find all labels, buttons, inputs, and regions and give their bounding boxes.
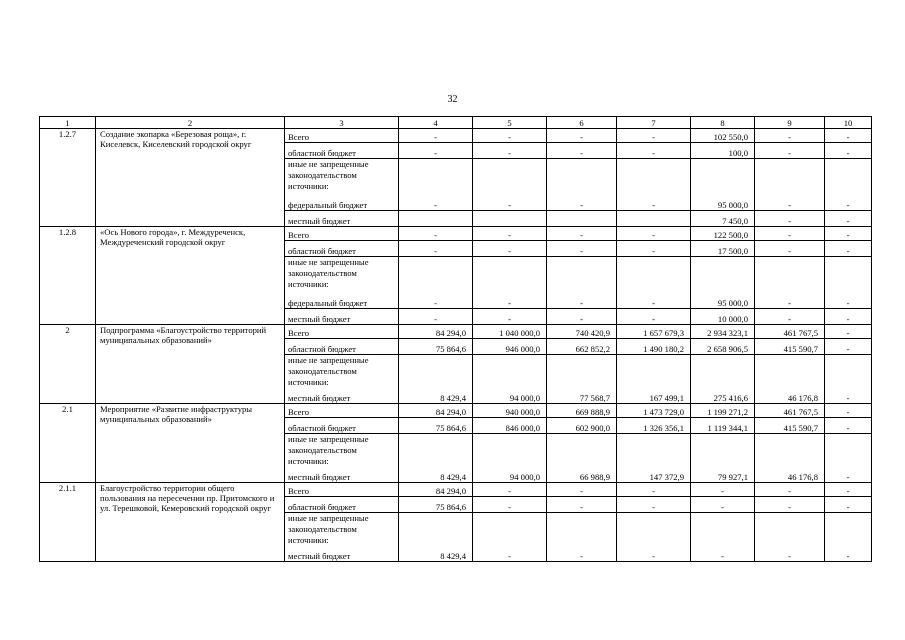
source-label: областной бюджет [285, 418, 399, 434]
value-cell: - [547, 290, 617, 309]
value-cell [547, 211, 617, 227]
value-cell: 84 294,0 [399, 325, 473, 339]
row-name: Мероприятие «Развитие инфраструктуры муниципальных образований» [96, 404, 285, 483]
value-cell: - [755, 143, 825, 159]
value-cell: - [755, 483, 825, 497]
row-name: Создание экопарка «Березовая роща», г. Киселевск, Киселевский городской округ [96, 129, 285, 227]
value-cell: 79 927,1 [691, 467, 755, 483]
source-label: Всего [285, 129, 399, 143]
value-cell: - [617, 497, 691, 513]
value-cell: 102 550,0 [691, 129, 755, 143]
value-cell: 2 934 323,1 [691, 325, 755, 339]
value-cell [825, 257, 872, 291]
value-cell: 415 590,7 [755, 339, 825, 355]
value-cell: - [399, 192, 473, 211]
value-cell [547, 355, 617, 389]
value-cell: 75 864,6 [399, 418, 473, 434]
value-cell [691, 513, 755, 547]
column-header: 4 [399, 117, 473, 129]
row-code: 2.1.1 [40, 483, 96, 562]
value-cell [473, 211, 547, 227]
value-cell: - [825, 241, 872, 257]
value-cell: 1 119 344,1 [691, 418, 755, 434]
source-label: иные не запрещенные законодательством источники: [285, 257, 399, 291]
value-cell: 84 294,0 [399, 483, 473, 497]
value-cell: 77 568,7 [547, 388, 617, 404]
table-row [40, 404, 872, 418]
column-header: 7 [617, 117, 691, 129]
value-cell [617, 159, 691, 193]
value-cell: - [755, 290, 825, 309]
value-cell: 2 658 906,5 [691, 339, 755, 355]
source-label: местный бюджет [285, 211, 399, 227]
value-cell: - [825, 418, 872, 434]
value-cell: - [825, 143, 872, 159]
value-cell: 94 000,0 [473, 388, 547, 404]
value-cell [617, 257, 691, 291]
value-cell: 940 000,0 [473, 404, 547, 418]
value-cell: - [755, 227, 825, 241]
value-cell: 46 176,8 [755, 467, 825, 483]
value-cell [617, 434, 691, 468]
column-header: 9 [755, 117, 825, 129]
value-cell: - [825, 388, 872, 404]
value-cell: - [825, 309, 872, 325]
value-cell: - [473, 227, 547, 241]
value-cell: 167 499,1 [617, 388, 691, 404]
value-cell: - [399, 129, 473, 143]
value-cell: 75 864,6 [399, 497, 473, 513]
value-cell: 75 864,6 [399, 339, 473, 355]
value-cell: - [617, 227, 691, 241]
value-cell: - [547, 143, 617, 159]
value-cell [825, 159, 872, 193]
row-code: 2.1 [40, 404, 96, 483]
value-cell: 461 767,5 [755, 325, 825, 339]
value-cell: - [825, 546, 872, 562]
value-cell [825, 513, 872, 547]
value-cell [473, 257, 547, 291]
value-cell: 66 988,9 [547, 467, 617, 483]
value-cell: - [755, 129, 825, 143]
value-cell [399, 513, 473, 547]
value-cell: 1 040 000,0 [473, 325, 547, 339]
value-cell [473, 159, 547, 193]
value-cell [547, 159, 617, 193]
value-cell [399, 434, 473, 468]
value-cell: - [473, 483, 547, 497]
source-label: иные не запрещенные законодательством источники: [285, 159, 399, 193]
value-cell: - [547, 546, 617, 562]
value-cell: - [691, 497, 755, 513]
value-cell: - [473, 497, 547, 513]
value-cell: - [473, 546, 547, 562]
value-cell: - [755, 241, 825, 257]
value-cell: - [617, 143, 691, 159]
value-cell: - [547, 241, 617, 257]
value-cell: 1 490 180,2 [617, 339, 691, 355]
value-cell: - [473, 290, 547, 309]
value-cell: - [617, 129, 691, 143]
column-header: 5 [473, 117, 547, 129]
value-cell: 461 767,5 [755, 404, 825, 418]
value-cell: - [617, 546, 691, 562]
value-cell: - [617, 483, 691, 497]
value-cell: 415 590,7 [755, 418, 825, 434]
value-cell [547, 434, 617, 468]
value-cell: 8 429,4 [399, 546, 473, 562]
value-cell: - [825, 129, 872, 143]
value-cell: 946 000,0 [473, 339, 547, 355]
value-cell: 122 500,0 [691, 227, 755, 241]
value-cell [617, 211, 691, 227]
source-label: иные не запрещенные законодательством источники: [285, 513, 399, 547]
value-cell: - [473, 309, 547, 325]
value-cell [399, 355, 473, 389]
column-header: 1 [40, 117, 96, 129]
table-row [40, 129, 872, 143]
value-cell: 602 900,0 [547, 418, 617, 434]
value-cell: - [473, 241, 547, 257]
value-cell: 147 372,9 [617, 467, 691, 483]
value-cell: - [691, 483, 755, 497]
row-code: 1.2.8 [40, 227, 96, 325]
value-cell: - [825, 227, 872, 241]
value-cell: 100,0 [691, 143, 755, 159]
source-label: областной бюджет [285, 339, 399, 355]
value-cell: 8 429,4 [399, 467, 473, 483]
value-cell: - [617, 290, 691, 309]
source-label: местный бюджет [285, 546, 399, 562]
value-cell: 95 000,0 [691, 192, 755, 211]
value-cell: - [547, 129, 617, 143]
value-cell: 1 326 356,1 [617, 418, 691, 434]
value-cell: - [473, 192, 547, 211]
value-cell: - [755, 192, 825, 211]
value-cell: - [691, 546, 755, 562]
value-cell [825, 434, 872, 468]
budget-table [39, 116, 872, 562]
value-cell: 10 000,0 [691, 309, 755, 325]
value-cell: 846 000,0 [473, 418, 547, 434]
value-cell: 740 420,9 [547, 325, 617, 339]
column-header: 6 [547, 117, 617, 129]
value-cell [755, 434, 825, 468]
value-cell: - [825, 339, 872, 355]
value-cell: 95 000,0 [691, 290, 755, 309]
source-label: федеральный бюджет [285, 192, 399, 211]
value-cell: - [825, 211, 872, 227]
value-cell: - [547, 192, 617, 211]
header-row [40, 117, 872, 129]
value-cell: - [617, 241, 691, 257]
value-cell: - [617, 192, 691, 211]
value-cell: - [399, 241, 473, 257]
value-cell: 46 176,8 [755, 388, 825, 404]
value-cell: - [825, 192, 872, 211]
value-cell: 275 416,6 [691, 388, 755, 404]
value-cell: 1 473 729,0 [617, 404, 691, 418]
value-cell: - [399, 227, 473, 241]
table-row [40, 227, 872, 241]
value-cell: - [473, 129, 547, 143]
value-cell: - [399, 290, 473, 309]
value-cell [755, 159, 825, 193]
source-label: иные не запрещенные законодательством источники: [285, 434, 399, 468]
value-cell: - [825, 404, 872, 418]
value-cell: - [825, 325, 872, 339]
source-label: иные не запрещенные законодательством источники: [285, 355, 399, 389]
source-label: областной бюджет [285, 143, 399, 159]
source-label: Всего [285, 404, 399, 418]
value-cell: 17 500,0 [691, 241, 755, 257]
value-cell: - [755, 211, 825, 227]
table-row [40, 325, 872, 339]
source-label: Всего [285, 325, 399, 339]
value-cell [617, 513, 691, 547]
row-name: Благоустройство территории общего пользования на пересечении пр. Притомского и ул. Терешковой, Кемеровский городской округ [96, 483, 285, 562]
value-cell [473, 355, 547, 389]
source-label: областной бюджет [285, 241, 399, 257]
page-number: 32 [447, 94, 458, 105]
source-label: Всего [285, 483, 399, 497]
source-label: федеральный бюджет [285, 290, 399, 309]
value-cell [399, 211, 473, 227]
value-cell: - [399, 143, 473, 159]
row-name: Подпрограмма «Благоустройство территорий муниципальных образований» [96, 325, 285, 404]
value-cell [473, 513, 547, 547]
value-cell [691, 355, 755, 389]
value-cell [825, 355, 872, 389]
source-label: местный бюджет [285, 309, 399, 325]
column-header: 8 [691, 117, 755, 129]
source-label: Всего [285, 227, 399, 241]
value-cell [691, 434, 755, 468]
value-cell: - [755, 497, 825, 513]
value-cell: - [473, 143, 547, 159]
value-cell: - [755, 309, 825, 325]
source-label: местный бюджет [285, 388, 399, 404]
value-cell [473, 434, 547, 468]
value-cell: 1 199 271,2 [691, 404, 755, 418]
value-cell: 669 888,9 [547, 404, 617, 418]
value-cell: - [547, 227, 617, 241]
source-label: областной бюджет [285, 497, 399, 513]
value-cell: 662 852,2 [547, 339, 617, 355]
value-cell: 7 450,0 [691, 211, 755, 227]
value-cell: 94 000,0 [473, 467, 547, 483]
value-cell [755, 513, 825, 547]
value-cell: - [617, 309, 691, 325]
value-cell: - [547, 483, 617, 497]
value-cell: - [825, 290, 872, 309]
column-header: 3 [285, 117, 399, 129]
row-name: «Ось Нового города», г. Междуреченск, Междуреченский городской округ [96, 227, 285, 325]
value-cell [399, 257, 473, 291]
value-cell: 84 294,0 [399, 404, 473, 418]
value-cell [547, 257, 617, 291]
value-cell: - [825, 497, 872, 513]
source-label: местный бюджет [285, 467, 399, 483]
row-code: 2 [40, 325, 96, 404]
value-cell [399, 159, 473, 193]
value-cell: 8 429,4 [399, 388, 473, 404]
table-row [40, 483, 872, 497]
value-cell: - [399, 309, 473, 325]
value-cell [755, 257, 825, 291]
value-cell: - [547, 309, 617, 325]
value-cell: 1 657 679,3 [617, 325, 691, 339]
row-code: 1.2.7 [40, 129, 96, 227]
value-cell: - [825, 483, 872, 497]
value-cell: - [755, 546, 825, 562]
value-cell [691, 257, 755, 291]
value-cell: - [825, 467, 872, 483]
column-header: 10 [825, 117, 872, 129]
value-cell [691, 159, 755, 193]
value-cell [547, 513, 617, 547]
value-cell: - [547, 497, 617, 513]
value-cell [755, 355, 825, 389]
column-header: 2 [96, 117, 285, 129]
value-cell [617, 355, 691, 389]
